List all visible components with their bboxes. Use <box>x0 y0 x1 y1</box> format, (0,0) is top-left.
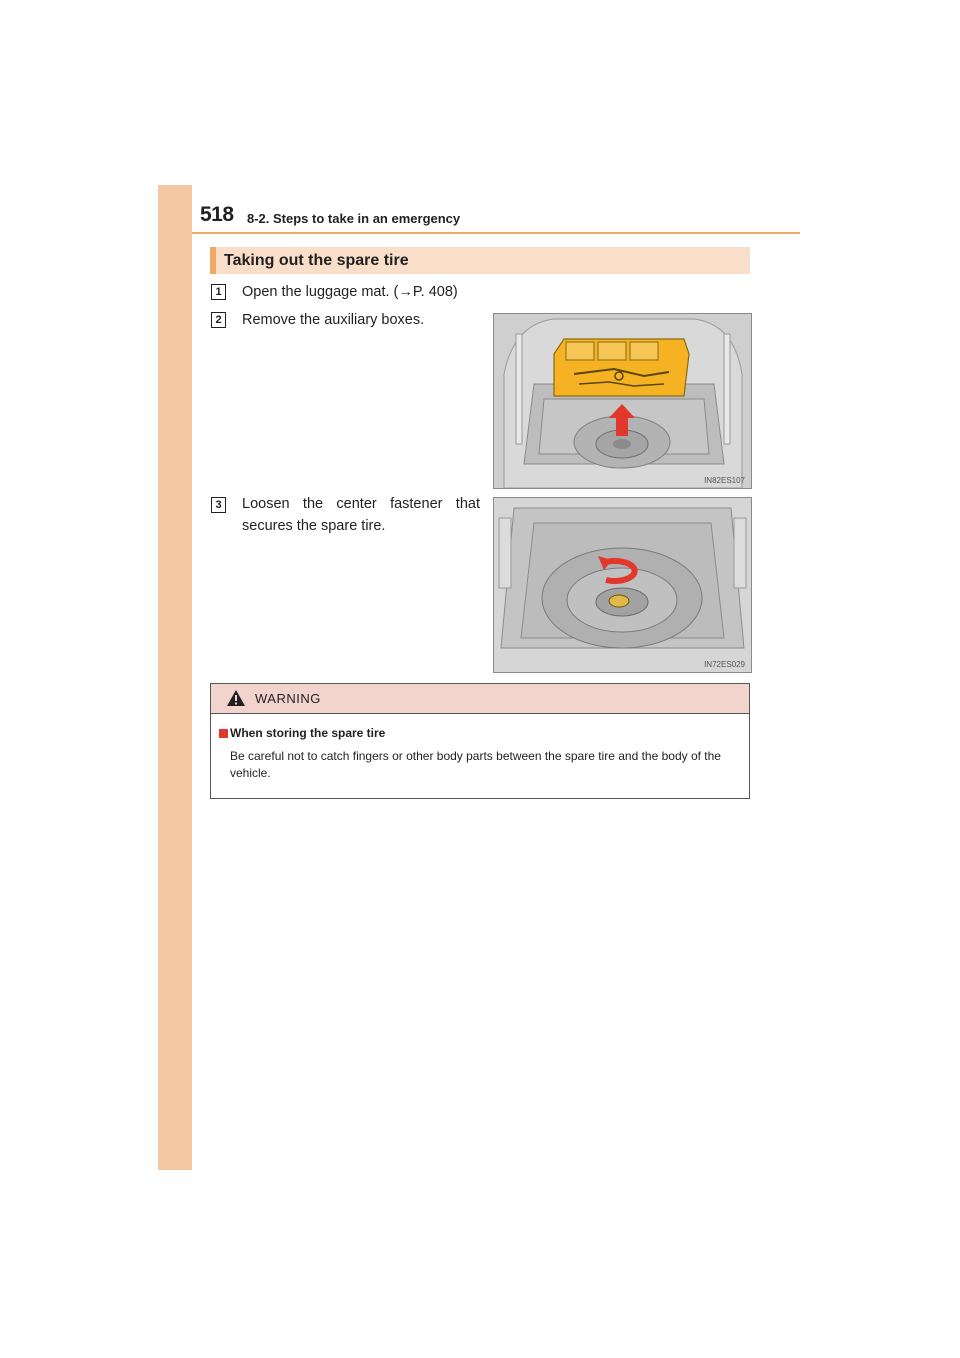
warning-bullet <box>219 729 228 738</box>
page-number: 518 <box>200 203 234 226</box>
step-3-number: 3 <box>211 497 226 513</box>
side-tab-band <box>158 185 192 1170</box>
step-2-number: 2 <box>211 312 226 328</box>
warning-label: WARNING <box>255 691 321 706</box>
step-1-text: Open the luggage mat. (→P. 408) <box>242 284 458 300</box>
spare-tire-fastener-illustration <box>493 497 752 673</box>
step-3-text: Loosen the center fastener that secures the spare tire. <box>242 496 480 534</box>
step-1-number: 1 <box>211 284 226 300</box>
warning-header <box>211 684 749 714</box>
trunk-auxiliary-box-illustration <box>493 313 752 489</box>
section-heading-bar <box>210 247 750 274</box>
step-2-text: Remove the auxiliary boxes. <box>242 312 425 328</box>
warning-triangle-icon <box>226 689 246 707</box>
warning-text: Be careful not to catch fingers or other body parts between the spare tire and the body of the vehicle. <box>230 749 721 780</box>
warning-subheading: When storing the spare tire <box>230 726 386 740</box>
figure-1-code: IN82ES107 <box>704 476 745 485</box>
header-rule <box>192 232 800 234</box>
section-title: Taking out the spare tire <box>224 252 409 269</box>
warning-box <box>210 683 750 799</box>
figure-2-code: IN72ES029 <box>704 660 745 669</box>
section-accent <box>210 247 216 274</box>
running-header: 8-2. Steps to take in an emergency <box>247 211 461 226</box>
